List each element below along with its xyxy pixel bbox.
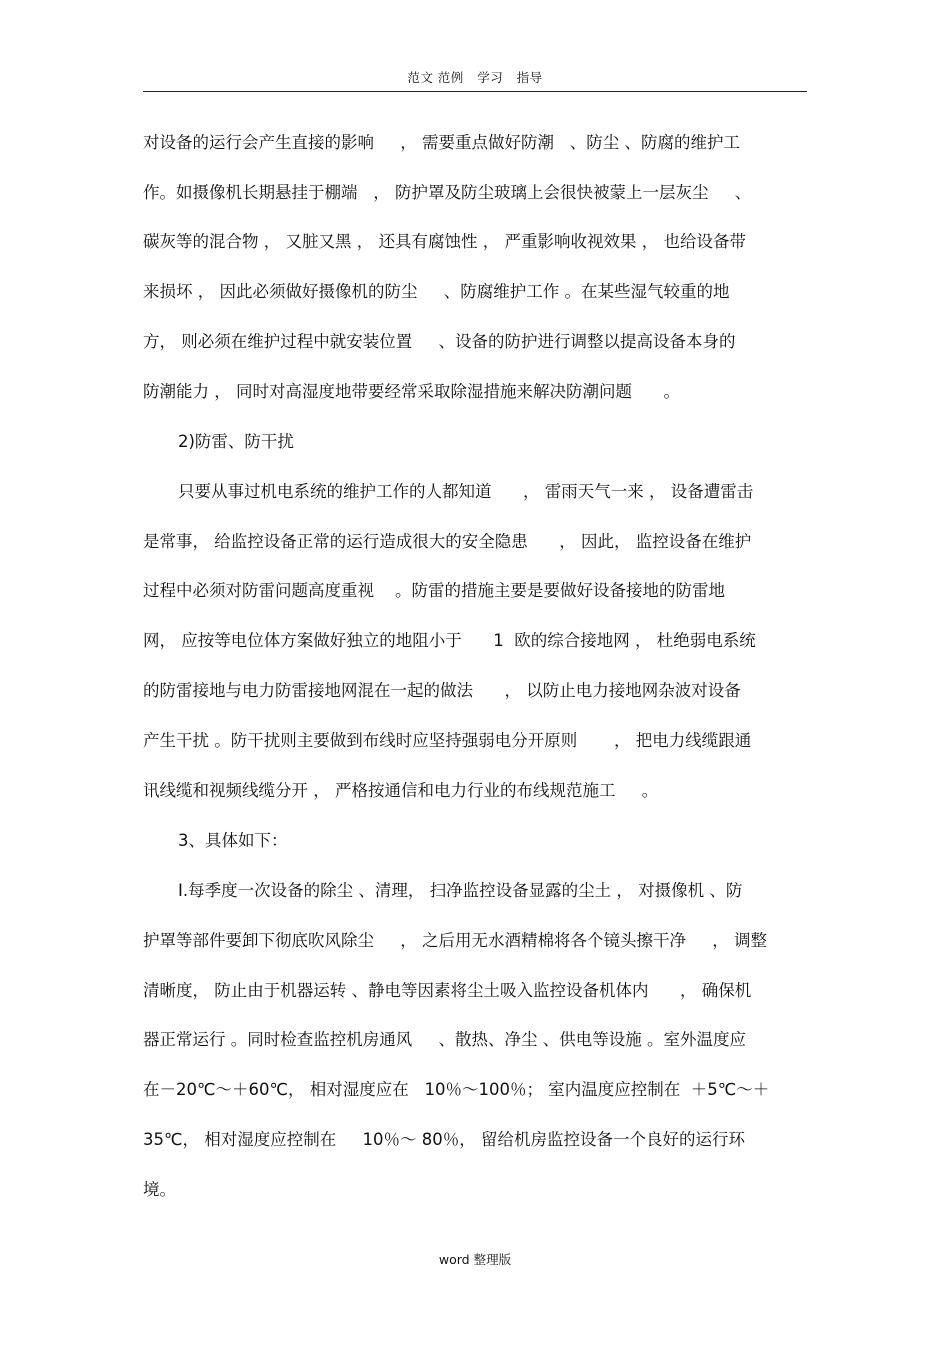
body-line: 境。 xyxy=(143,1180,176,1199)
header-divider xyxy=(143,91,807,92)
body-line: 产生干扰 。防干扰则主要做到布线时应坚持强弱电分开原则 ， 把电力线缆跟通 xyxy=(143,731,752,750)
body-line: 是常事， 给监控设备正常的运行造成很大的安全隐患 ， 因此， 监控设备在维护 xyxy=(143,532,752,551)
body-line: 对设备的运行会产生直接的影响 ， 需要重点做好防潮 、防尘 、防腐的维护工 xyxy=(143,133,740,152)
body-line: 的防雷接地与电力防雷接地网混在一起的做法 ， 以防止电力接地网杂波对设备 xyxy=(143,681,741,700)
body-line: 网， 应按等电位体方案做好独立的地阻小于 1 欧的综合接地网 ， 杜绝弱电系统 xyxy=(143,631,756,650)
body-line: 方， 则必须在维护过程中就安装位置 、设备的防护进行调整以提高设备本身的 xyxy=(143,332,736,351)
body-line: 来损坏 ， 因此必须做好摄像机的防尘 、防腐维护工作 。在某些湿气较重的地 xyxy=(143,282,730,301)
body-line: Ⅰ.每季度一次设备的除尘 、清理， 扫净监控设备显露的尘土 ， 对摄像机 、防 xyxy=(178,881,743,900)
body-line: 器正常运行 。同时检查监控机房通风 、散热、净尘 、供电等设施 。室外温度应 xyxy=(143,1030,746,1049)
body-line: 只要从事过机电系统的维护工作的人都知道 ， 雷雨天气一来 ， 设备遭雷击 xyxy=(178,482,754,501)
body-line: 护罩等部件要卸下彻底吹风除尘 ， 之后用无水酒精棉将各个镜头擦干净 ， 调整 xyxy=(143,931,767,950)
page-header: 范文 范例 学习 指导 xyxy=(407,70,543,85)
body-line: 碳灰等的混合物 ， 又脏又黑 ， 还具有腐蚀性 ， 严重影响收视效果 ， 也给设备带 xyxy=(143,232,746,251)
page-footer: word 整理版 xyxy=(438,1252,512,1267)
body-line: 防潮能力 ， 同时对高湿度地带要经常采取除湿措施来解决防潮问题 。 xyxy=(143,382,680,401)
body-line: 在－20℃～＋60℃， 相对湿度应在 10％～100％； 室内温度应控制在 ＋5℃～＋ xyxy=(143,1080,770,1099)
body-line: 讯线缆和视频线缆分开 ， 严格按通信和电力行业的布线规范施工 。 xyxy=(143,781,659,800)
body-line: 过程中必须对防雷问题高度重视 。防雷的措施主要是要做好设备接地的防雷地 xyxy=(143,581,725,600)
body-line: 清晰度， 防止由于机器运转 、静电等因素将尘土吸入监控设备机体内 ， 确保机 xyxy=(143,981,752,1000)
section-heading: 2)防雷、防干扰 xyxy=(178,432,294,451)
section-heading: 3、具体如下： xyxy=(178,831,288,850)
body-line: 35℃， 相对湿度应控制在 10％～ 80％， 留给机房监控设备一个良好的运行环 xyxy=(143,1130,745,1149)
body-line: 作。如摄像机长期悬挂于棚端 ， 防护罩及防尘玻璃上会很快被蒙上一层灰尘 、 xyxy=(143,183,752,202)
